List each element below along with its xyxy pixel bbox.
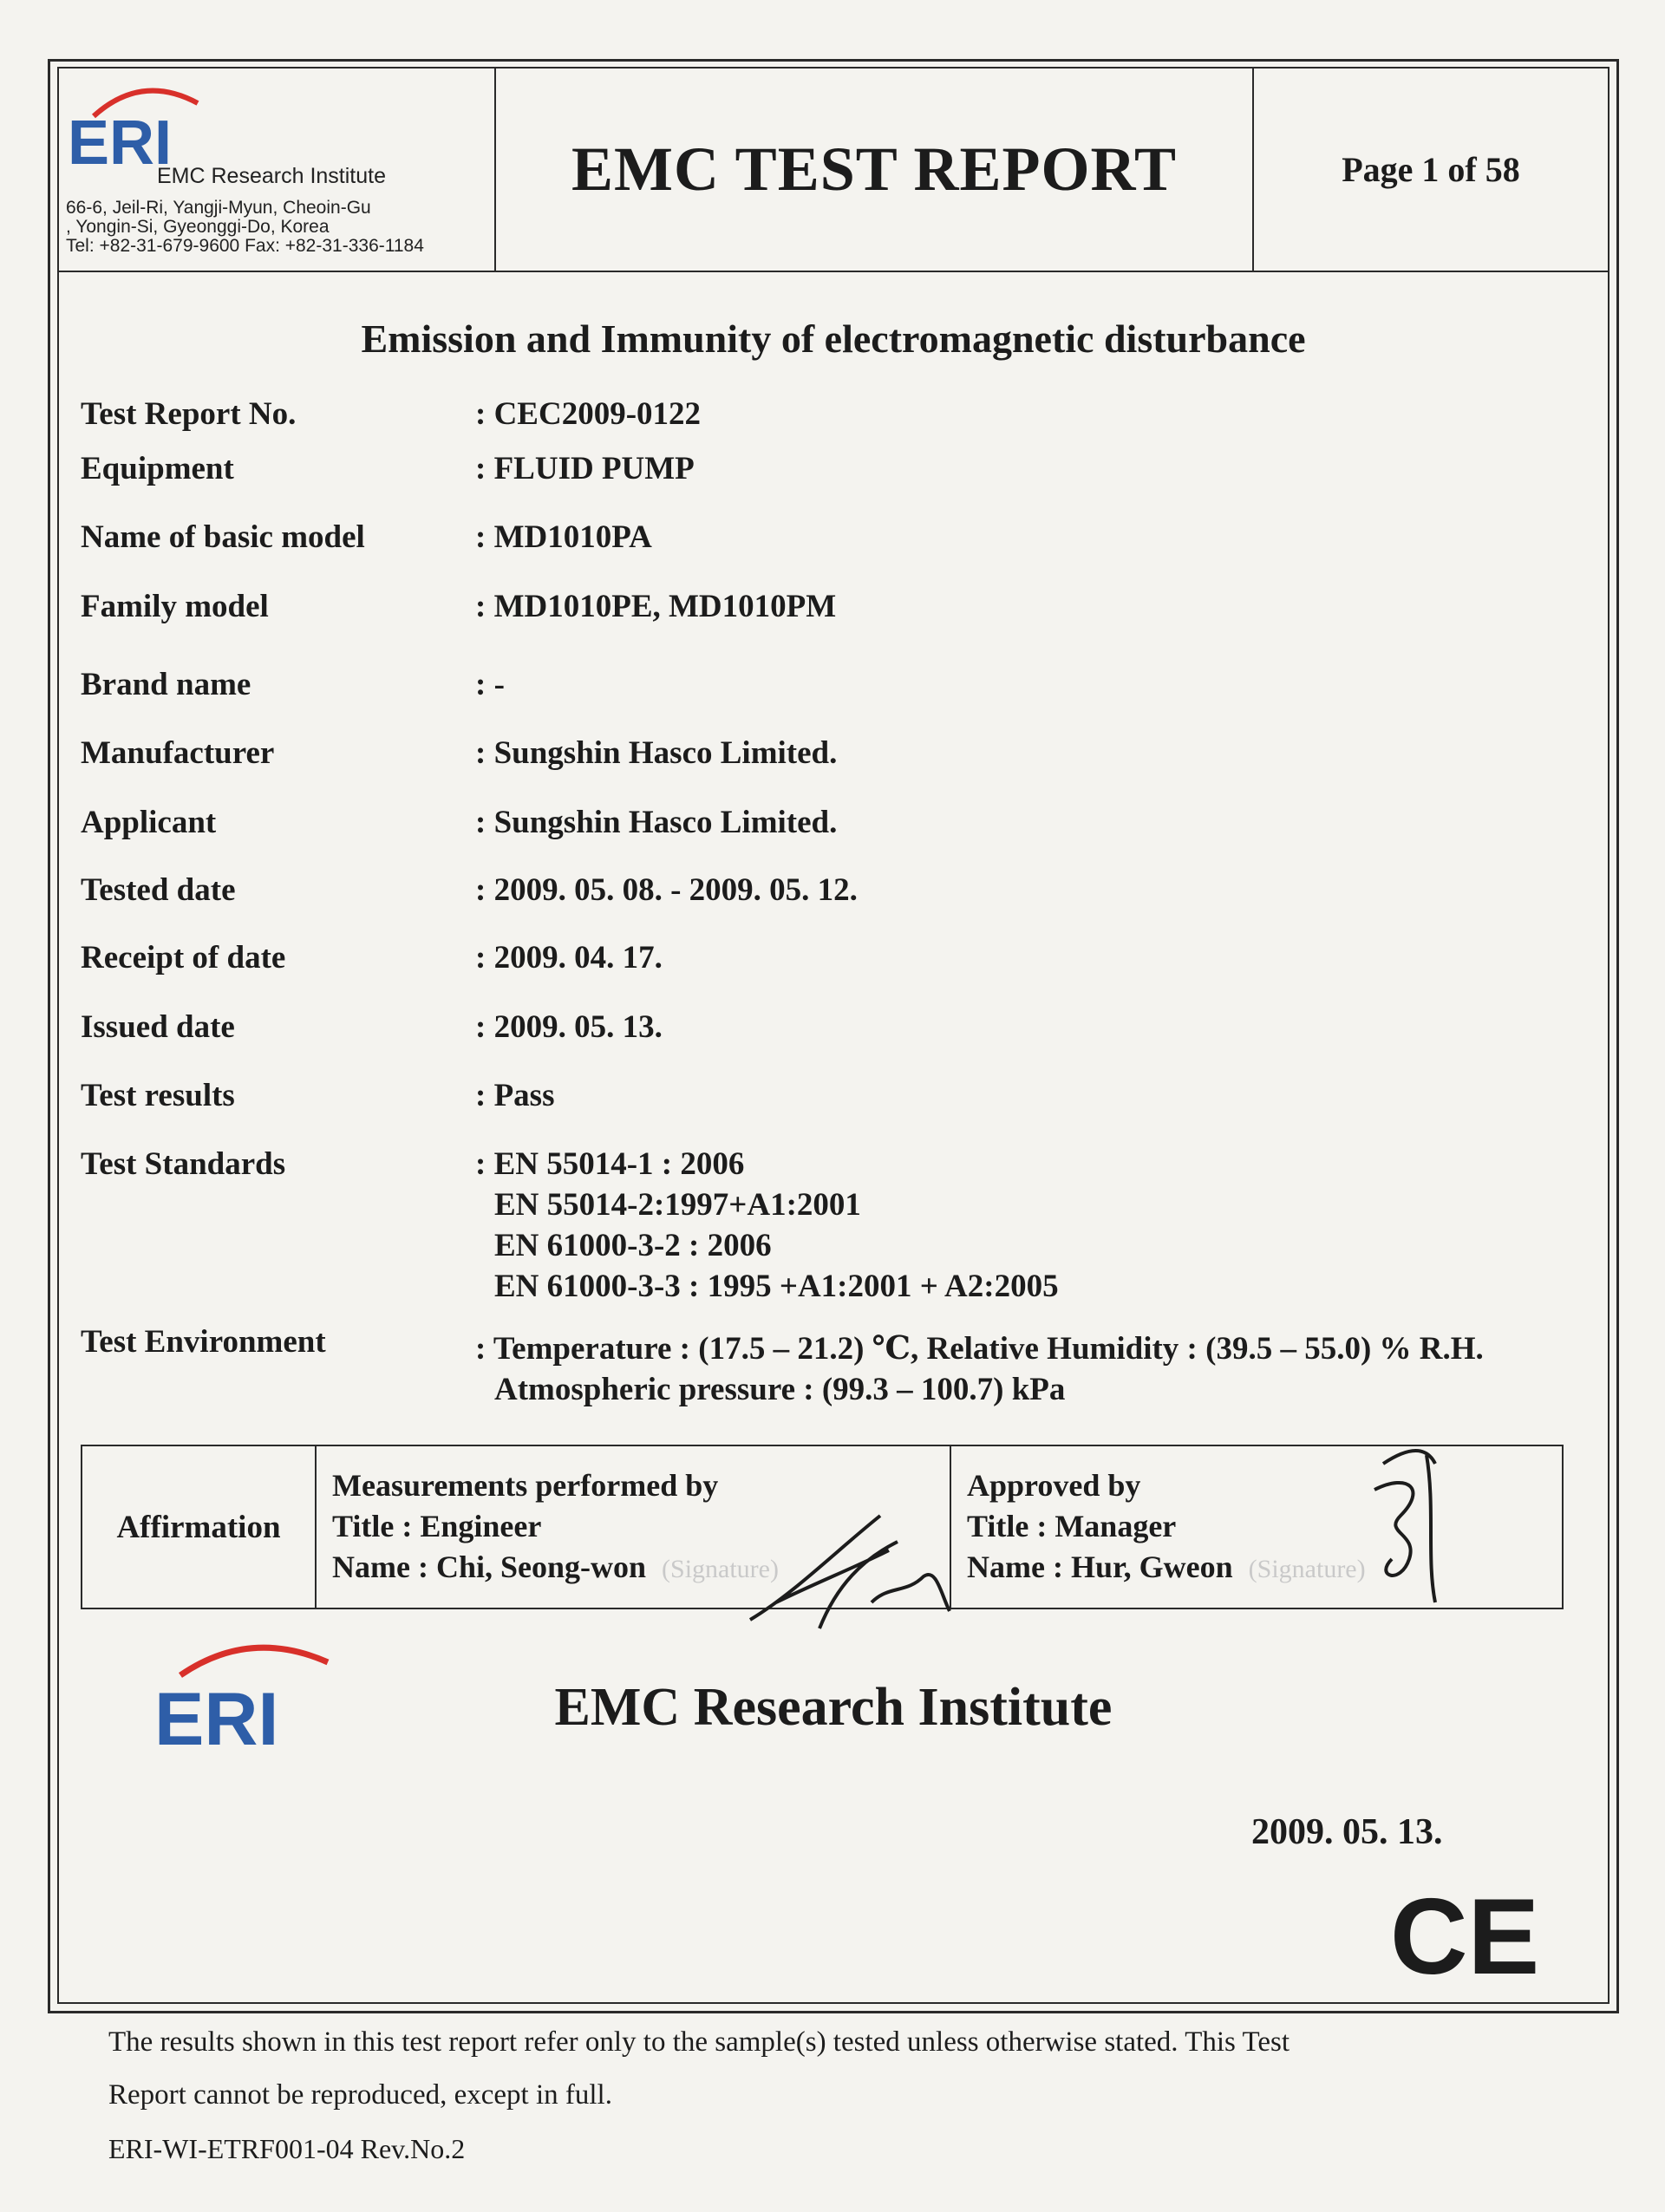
field-label: Issued date [81,1009,235,1045]
header-title-cell [496,69,1254,271]
field-label: Test Environment [81,1324,326,1360]
approved-by-name: Name : Hur, Gweon [967,1550,1233,1584]
field-label: Test Standards [81,1146,286,1182]
approved-by-title: Title : Manager [967,1509,1177,1543]
header-page-cell [1254,69,1608,271]
standards-list [475,1144,1059,1307]
signature-placeholder: (Signature) [662,1555,779,1583]
report-title: EMC TEST REPORT [571,134,1177,204]
standard-line: EN 55014-2:1997+A1:2001 [494,1187,861,1223]
standard-line: EN 61000-3-3 : 1995 +A1:2001 + A2:2005 [494,1269,1059,1304]
approved-by-name-line [967,1547,1366,1589]
field-label: Test results [81,1078,235,1113]
field-value: : 2009. 05. 13. [475,1009,663,1045]
address-line: 66-6, Jeil-Ri, Yangji-Myun, Cheoin-Gu [66,198,371,218]
environment-line: Atmospheric pressure : (99.3 – 100.7) kPa [494,1372,1066,1407]
org-name-small: EMC Research Institute [157,164,386,188]
field-value: : FLUID PUMP [475,451,695,486]
field-label: Equipment [81,451,234,486]
header-logo-cell [59,69,496,271]
field-value: : 2009. 04. 17. [475,940,663,975]
eri-logo-small [68,77,475,173]
field-label: Applicant [81,805,217,840]
standard-line: EN 61000-3-2 : 2006 [494,1228,772,1263]
svg-text:ERI: ERI [68,108,173,173]
report-subtitle: Emission and Immunity of electromagnetic disturbance [361,316,1306,361]
svg-text:ERI: ERI [154,1678,279,1758]
approved-by-role: Approved by [967,1468,1141,1503]
field-value: : Sungshin Hasco Limited. [475,805,838,840]
affirmation-label: Affirmation [82,1446,317,1608]
form-code: ERI-WI-ETRF001-04 Rev.No.2 [108,2133,466,2164]
field-label: Test Report No. [81,396,297,432]
field-value: : Pass [475,1078,555,1113]
field-value: : CEC2009-0122 [475,396,702,432]
issue-date: 2009. 05. 13. [1251,1812,1443,1852]
field-value: : Sungshin Hasco Limited. [475,735,838,771]
environment-line: : Temperature : (17.5 – 21.2) ℃, Relative Humidity : (39.5 – 55.0) % R.H. [475,1331,1484,1367]
disclaimer-line: Report cannot be reproduced, except in full. [108,2079,612,2111]
page-number: Page 1 of 58 [1342,150,1520,189]
performed-by-role: Measurements performed by [332,1468,719,1503]
signature-placeholder: (Signature) [1248,1555,1366,1583]
performed-by-name: Name : Chi, Seong-won [332,1550,647,1584]
address-line: Tel: +82-31-679-9600 Fax: +82-31-336-1184 [66,236,424,256]
field-label: Brand name [81,667,251,702]
performed-by-name-line [332,1547,779,1589]
ce-mark-icon [1390,1885,1555,1985]
footer-disclaimer [108,2016,1290,2122]
engineer-signature [741,1498,958,1646]
disclaimer-line: The results shown in this test report refer only to the sample(s) tested unless otherwise stated. This Test [108,2026,1290,2058]
field-value: : MD1010PA [475,519,652,555]
report-frame [48,59,1619,2013]
field-value: : MD1010PE, MD1010PM [475,589,837,624]
field-label: Name of basic model [81,519,365,555]
header-row [59,69,1608,272]
field-label: Receipt of date [81,940,286,975]
field-value: : - [475,667,505,702]
address-line: , Yongin-Si, Gyeonggi-Do, Korea [66,217,330,237]
environment-values [475,1328,1484,1410]
svg-text:CE: CE [1390,1885,1540,1985]
address-block [66,199,500,256]
standard-line: : EN 55014-1 : 2006 [475,1146,745,1182]
field-value: : 2009. 05. 08. - 2009. 05. 12. [475,872,858,908]
field-label: Family model [81,589,269,624]
field-label: Manufacturer [81,735,275,771]
affirmation-table [81,1445,1564,1609]
approved-by-block [967,1465,1366,1589]
institute-name: EMC Research Institute [554,1678,1113,1737]
report-inner-border [57,67,1610,2004]
performed-by-block [332,1465,779,1589]
field-label: Tested date [81,872,236,908]
manager-signature [1322,1429,1479,1628]
performed-by-title: Title : Engineer [332,1509,542,1543]
